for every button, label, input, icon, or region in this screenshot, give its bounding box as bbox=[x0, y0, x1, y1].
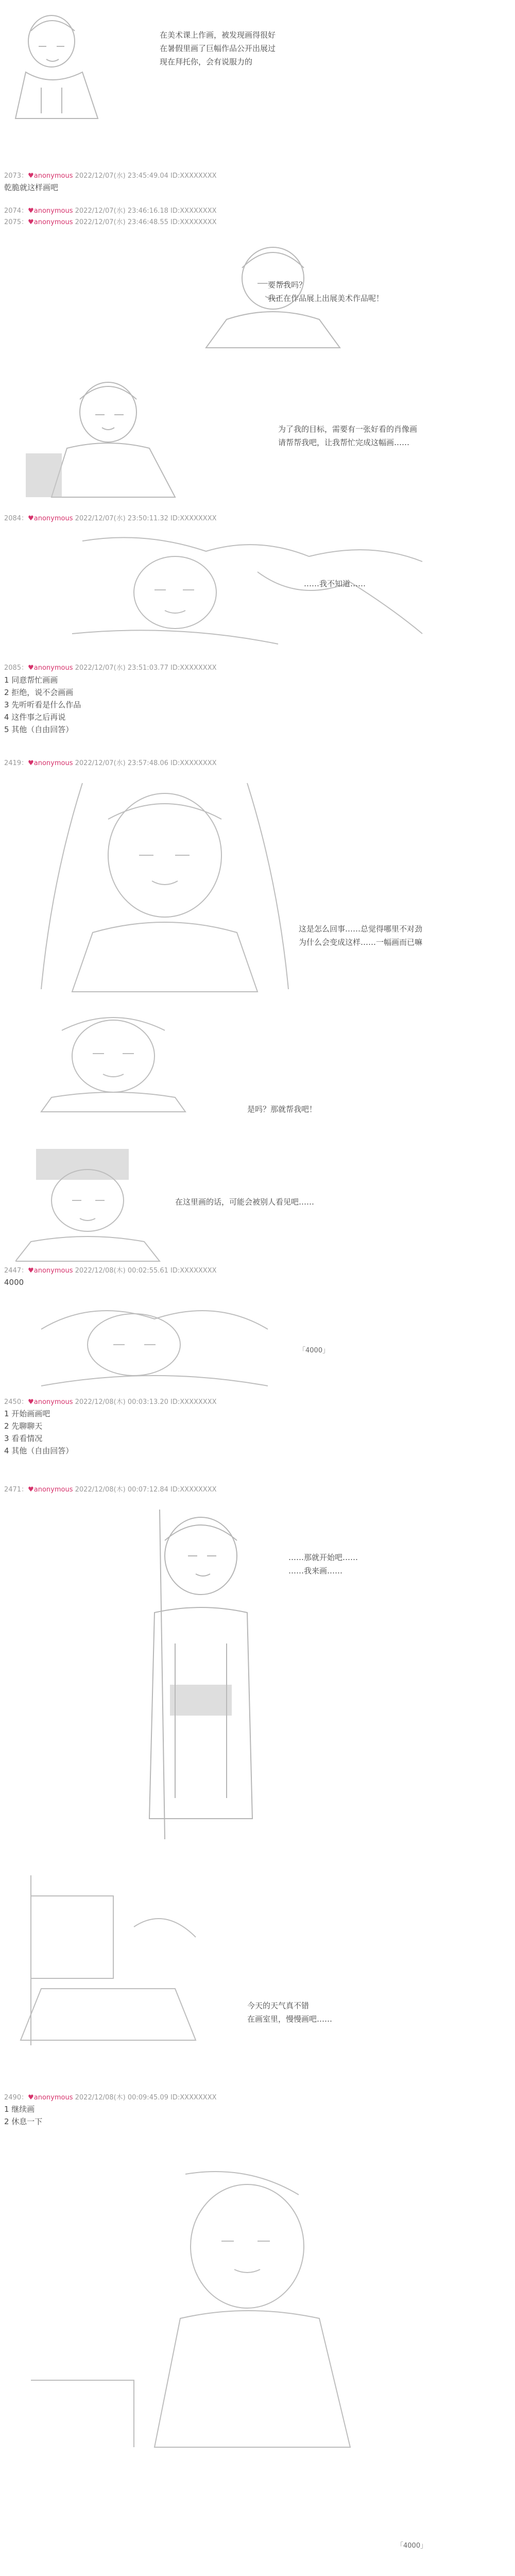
post-separator: ： bbox=[21, 759, 28, 767]
post-body-line: 4 其他（自由回答） bbox=[4, 1446, 74, 1455]
ascii-art-figure bbox=[21, 778, 309, 994]
post-date: 2022/12/08(木) 00:09:45.09 ID:XXXXXXXX bbox=[75, 2094, 217, 2102]
ascii-art-figure bbox=[41, 531, 433, 654]
post-separator: ： bbox=[21, 1486, 28, 1494]
post-body-line: 2 先聊聊天 bbox=[4, 1421, 43, 1431]
dialogue-line: 现在拜托你，会有说服力的 bbox=[160, 57, 253, 66]
ascii-art-figure bbox=[31, 1010, 196, 1113]
dialogue-line: 为什么会变成这样……一幅画而已嘛 bbox=[299, 938, 423, 947]
post-body-line: 1 同意帮忙画画 bbox=[4, 675, 58, 685]
post-separator: ： bbox=[21, 218, 28, 226]
dialogue-line: 在画室里，慢慢画吧…… bbox=[247, 2014, 333, 2024]
post-author[interactable]: anonymous bbox=[33, 515, 73, 522]
post-header bbox=[4, 757, 217, 767]
post-body-line: 2 休息一下 bbox=[4, 2117, 43, 2126]
post-number: 2085 bbox=[4, 664, 22, 672]
heart-icon: ♥ bbox=[28, 515, 34, 522]
post-date: 2022/12/07(水) 23:46:16.18 ID:XXXXXXXX bbox=[75, 207, 217, 215]
post-date: 2022/12/08(木) 00:03:13.20 ID:XXXXXXXX bbox=[75, 1398, 217, 1406]
dialogue-line: 请帮帮我吧，让我帮忙完成这幅画…… bbox=[278, 438, 410, 447]
post-date: 2022/12/07(水) 23:45:49.04 ID:XXXXXXXX bbox=[75, 172, 217, 180]
post-author[interactable]: anonymous bbox=[33, 1486, 73, 1494]
dialogue-line: 今天的天气真不错 bbox=[247, 2001, 310, 2010]
post-number: 2073 bbox=[4, 172, 22, 180]
dialogue-line: 是吗？那就帮我吧！ bbox=[247, 1105, 317, 1114]
post-separator: ： bbox=[21, 1267, 28, 1275]
ascii-art-figure bbox=[10, 1875, 216, 2045]
dialogue-line: 为了我的目标，需要有一张好看的肖像画 bbox=[278, 425, 418, 434]
ascii-art-figure bbox=[21, 376, 185, 500]
scene-tag bbox=[299, 1345, 329, 1354]
post-author[interactable]: anonymous bbox=[33, 207, 73, 215]
tag-text: 「4000」 bbox=[299, 1347, 330, 1354]
post-separator: ： bbox=[21, 2094, 28, 2102]
post-date: 2022/12/07(水) 23:46:48.55 ID:XXXXXXXX bbox=[75, 218, 217, 226]
post-header bbox=[4, 170, 217, 180]
scene-dialogue bbox=[278, 422, 417, 449]
post-date: 2022/12/08(木) 00:02:55.61 ID:XXXXXXXX bbox=[75, 1267, 217, 1275]
post-number: 2450 bbox=[4, 1398, 22, 1406]
post-body bbox=[4, 181, 58, 194]
post-number: 2490 bbox=[4, 2094, 22, 2102]
post-date: 2022/12/07(水) 23:57:48.06 ID:XXXXXXXX bbox=[75, 759, 217, 767]
scene-dialogue bbox=[247, 1999, 332, 2026]
post-number: 2084 bbox=[4, 515, 22, 522]
scene-dialogue bbox=[160, 28, 276, 69]
post-body-line: 3 先听听看是什么作品 bbox=[4, 700, 81, 709]
post-separator: ： bbox=[21, 172, 28, 180]
post-body-line: 1 继续画 bbox=[4, 2105, 35, 2114]
scene-dialogue bbox=[304, 577, 366, 590]
post-body bbox=[4, 674, 81, 736]
dialogue-line: ……我不知道…… bbox=[304, 579, 366, 588]
dialogue-line: 这是怎么回事……总觉得哪里不对劲 bbox=[299, 924, 423, 934]
scene-tag bbox=[397, 2540, 427, 2550]
post-header bbox=[4, 216, 217, 226]
dialogue-line: 我正在作品展上出展美术作品呢！ bbox=[268, 294, 384, 303]
post-body-line: 4000 bbox=[4, 1278, 24, 1287]
ascii-art-figure bbox=[98, 1510, 263, 1839]
post-author[interactable]: anonymous bbox=[33, 218, 73, 226]
post-header bbox=[4, 205, 217, 215]
post-body bbox=[4, 1276, 24, 1289]
post-header bbox=[4, 1265, 217, 1275]
post-date: 2022/12/07(水) 23:51:03.77 ID:XXXXXXXX bbox=[75, 664, 217, 672]
post-separator: ： bbox=[21, 1398, 28, 1406]
post-header bbox=[4, 1396, 217, 1406]
ascii-art-figure bbox=[31, 1298, 278, 1391]
post-body-line: 乾脆就这样画吧 bbox=[4, 183, 59, 192]
post-separator: ： bbox=[21, 664, 28, 672]
post-number: 2075 bbox=[4, 218, 22, 226]
post-header bbox=[4, 2092, 217, 2102]
post-body-line: 1 开始画画吧 bbox=[4, 1409, 50, 1418]
dialogue-line: 在美术课上作画，被发现画得很好 bbox=[160, 30, 276, 40]
ascii-art-figure bbox=[15, 1149, 170, 1262]
scene-dialogue bbox=[268, 278, 384, 305]
heart-icon: ♥ bbox=[28, 1267, 34, 1275]
post-number: 2074 bbox=[4, 207, 22, 215]
scene-dialogue bbox=[288, 1551, 358, 1578]
heart-icon: ♥ bbox=[28, 218, 34, 226]
post-number: 2471 bbox=[4, 1486, 22, 1494]
post-header bbox=[4, 662, 217, 672]
post-body-line: 3 看看情况 bbox=[4, 1434, 43, 1443]
post-header bbox=[4, 1484, 217, 1494]
heart-icon: ♥ bbox=[28, 759, 34, 767]
ascii-art-figure bbox=[31, 2164, 391, 2452]
dialogue-line: ……那就开始吧…… bbox=[288, 1553, 358, 1562]
post-author[interactable]: anonymous bbox=[33, 2094, 73, 2102]
post-body-line: 2 拒绝，说不会画画 bbox=[4, 688, 74, 697]
post-body bbox=[4, 2103, 42, 2128]
post-separator: ： bbox=[21, 515, 28, 522]
post-author[interactable]: anonymous bbox=[33, 1398, 73, 1406]
post-date: 2022/12/08(木) 00:07:12.84 ID:XXXXXXXX bbox=[75, 1486, 217, 1494]
dialogue-line: 在这里画的话，可能会被别人看见吧…… bbox=[175, 1197, 315, 1207]
scene-dialogue bbox=[247, 1103, 317, 1116]
scene-dialogue bbox=[299, 922, 422, 949]
heart-icon: ♥ bbox=[28, 172, 34, 180]
heart-icon: ♥ bbox=[28, 1398, 34, 1406]
scene-dialogue bbox=[175, 1195, 314, 1209]
post-number: 2447 bbox=[4, 1267, 22, 1275]
post-number: 2419 bbox=[4, 759, 22, 767]
heart-icon: ♥ bbox=[28, 2094, 34, 2102]
post-header bbox=[4, 513, 217, 522]
tag-text: 「4000」 bbox=[397, 2542, 427, 2550]
post-author[interactable]: anonymous bbox=[33, 759, 73, 767]
dialogue-line: 在暑假里画了巨幅作品公开出展过 bbox=[160, 44, 276, 53]
heart-icon: ♥ bbox=[28, 1486, 34, 1494]
post-body-line: 4 这件事之后再说 bbox=[4, 713, 66, 722]
heart-icon: ♥ bbox=[28, 664, 34, 672]
heart-icon: ♥ bbox=[28, 207, 34, 215]
dialogue-line: ……我来画…… bbox=[288, 1566, 343, 1575]
post-date: 2022/12/07(水) 23:50:11.32 ID:XXXXXXXX bbox=[75, 515, 217, 522]
dialogue-line: 要帮我吗？ bbox=[268, 280, 307, 290]
post-author[interactable]: anonymous bbox=[33, 1267, 73, 1275]
post-body-line: 5 其他（自由回答） bbox=[4, 725, 74, 734]
post-author[interactable]: anonymous bbox=[33, 664, 73, 672]
post-separator: ： bbox=[21, 207, 28, 215]
ascii-art-figure bbox=[10, 10, 113, 124]
post-body bbox=[4, 1408, 73, 1457]
post-author[interactable]: anonymous bbox=[33, 172, 73, 180]
